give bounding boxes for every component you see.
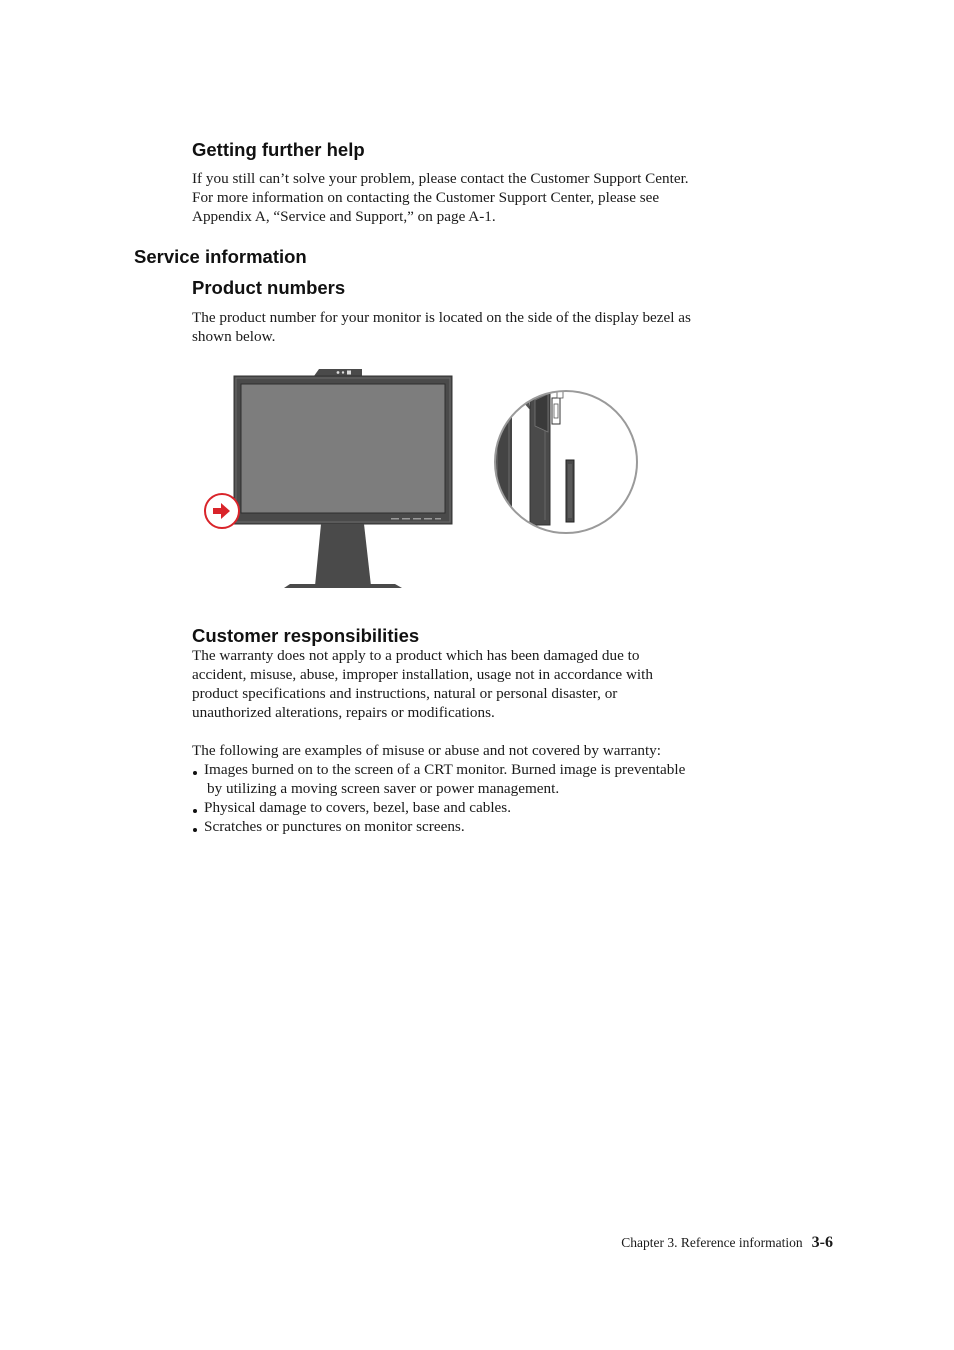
list-item-text: Images burned on to the screen of a CRT monitor. Burned image is preventable: [204, 761, 686, 778]
section-heading-getting-help: Getting further help: [192, 139, 365, 160]
text-line: product specifications and instructions, natural or personal disaster, or: [192, 685, 618, 702]
text-line: accident, misuse, abuse, improper installation, usage not in accordance with: [192, 666, 653, 683]
text-line: If you still can’t solve your problem, please contact the Customer Support Center.: [192, 170, 689, 187]
text-line: The product number for your monitor is located on the side of the display bezel as: [192, 309, 691, 326]
page-number: 3-6: [811, 1234, 833, 1251]
getting-help-paragraph: [192, 169, 689, 226]
monitor-side-zoom-icon: [494, 385, 637, 535]
list-item: [192, 817, 685, 836]
section-heading-customer-responsibilities: Customer responsibilities: [192, 625, 420, 646]
page-footer: [621, 1234, 833, 1252]
list-item: [192, 798, 685, 817]
list-item-text: Physical damage to covers, bezel, base and cables.: [204, 799, 512, 816]
customer-responsibilities-paragraph: [192, 646, 653, 722]
footer-chapter: Chapter 3. Reference information: [621, 1235, 803, 1250]
misuse-intro: The following are examples of misuse or abuse and not covered by warranty:: [192, 742, 661, 759]
arrow-right-icon: [205, 494, 239, 528]
text-line: unauthorized alterations, repairs or modifications.: [192, 704, 495, 721]
list-item-text: by utilizing a moving screen saver or power management.: [207, 780, 560, 797]
misuse-list: [192, 760, 685, 836]
section-heading-product-numbers: Product numbers: [192, 277, 346, 298]
text-line: Appendix A, “Service and Support,” on page A-1.: [192, 208, 496, 225]
text-line: For more information on contacting the Customer Support Center, please see: [192, 189, 660, 206]
monitor-front-icon: [234, 369, 452, 588]
text-line: shown below.: [192, 328, 276, 345]
product-numbers-paragraph: [192, 308, 691, 346]
section-heading-service-information: Service information: [134, 246, 307, 267]
list-item: [192, 760, 685, 798]
product-number-figure: [196, 360, 646, 599]
monitor-illustration: [196, 360, 646, 595]
text-line: The warranty does not apply to a product which has been damaged due to: [192, 647, 640, 664]
list-item-text: Scratches or punctures on monitor screens.: [204, 818, 465, 835]
